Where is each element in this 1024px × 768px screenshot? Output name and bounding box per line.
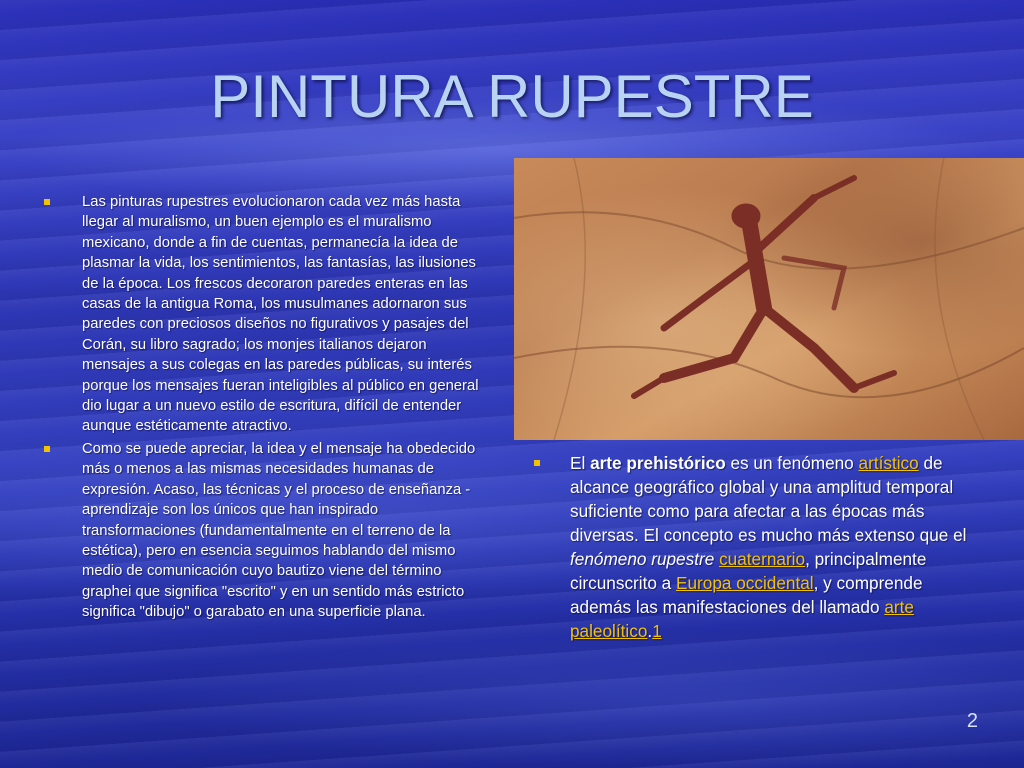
bold-term: arte prehistórico xyxy=(590,453,726,473)
bullet-item xyxy=(534,451,974,643)
slide-title: PINTURA RUPESTRE xyxy=(210,63,814,130)
italic-term: fenómeno rupestre xyxy=(570,549,715,569)
bullet-square-icon xyxy=(44,446,50,452)
cave-painting-image xyxy=(514,158,1024,440)
text-span: , principalmente circunscrito a xyxy=(570,549,927,593)
link-footnote-1[interactable]: 1 xyxy=(652,621,662,641)
text-span: El xyxy=(570,453,591,473)
bullet-item xyxy=(44,439,490,623)
link-cuaternario[interactable]: cuaternario xyxy=(719,549,806,569)
text-span: . xyxy=(647,621,653,641)
bullet-text: Como se puede apreciar, la idea y el mensaje ha obedecido más o menos a las mismas necesidades humanas de expresión. Acaso, las técnicas y el proceso de enseñanza - aprendizaje son los únicos que han inspirado transformaciones (fundamentalmente en el terreno de la estética), pero en esencia seguimos hablando del mismo medio de comunicación cuyo bautizo viene del término graphei que significa "escrito" y en un sentido más estricto significa "dibujo" o garabato en una superficie plana. xyxy=(82,440,476,621)
bullet-square-icon xyxy=(534,460,540,466)
bullet-square-icon xyxy=(44,199,50,205)
text-span: , y comprende además las manifestaciones del llamado xyxy=(570,573,923,617)
bullet-text: Las pinturas rupestres evolucionaron cada vez más hasta llegar al muralismo, un buen ejemplo es el muralismo mexicano, donde a fin de cuentas, permanecía la idea de plasmar la vida, los sentimientos, las fantasías, las ilusiones de la época. Los frescos decoraron paredes enteras en las casas de la antigua Roma, los musulmanes adornaron sus paredes con preciosos diseños no figurativos y pasajes del Corán, su libro sagrado; los monjes italianos dejaron mensajes a sus colegas en las paredes públicas, su interés porque los mensajes fueran inteligibles al público en general dio lugar a un nuevo estilo de escritura, difícil de entender aunque estéticamente atractivo. xyxy=(82,194,479,435)
bullet-item xyxy=(44,192,490,437)
link-artistico[interactable]: artístico xyxy=(858,453,919,473)
page-number: 2 xyxy=(966,710,978,732)
right-text-column xyxy=(534,451,974,643)
text-span: es un fenómeno xyxy=(725,453,859,473)
left-text-column xyxy=(44,192,490,623)
link-europa-occidental[interactable]: Europa occidental xyxy=(676,573,814,593)
link-arte-paleolitico[interactable]: arte paleolítico xyxy=(570,597,914,641)
text-span: de alcance geográfico global y una amplitud temporal suficiente como para afectar a las épocas más diversas. El concepto es mucho más extenso que el xyxy=(570,453,967,545)
